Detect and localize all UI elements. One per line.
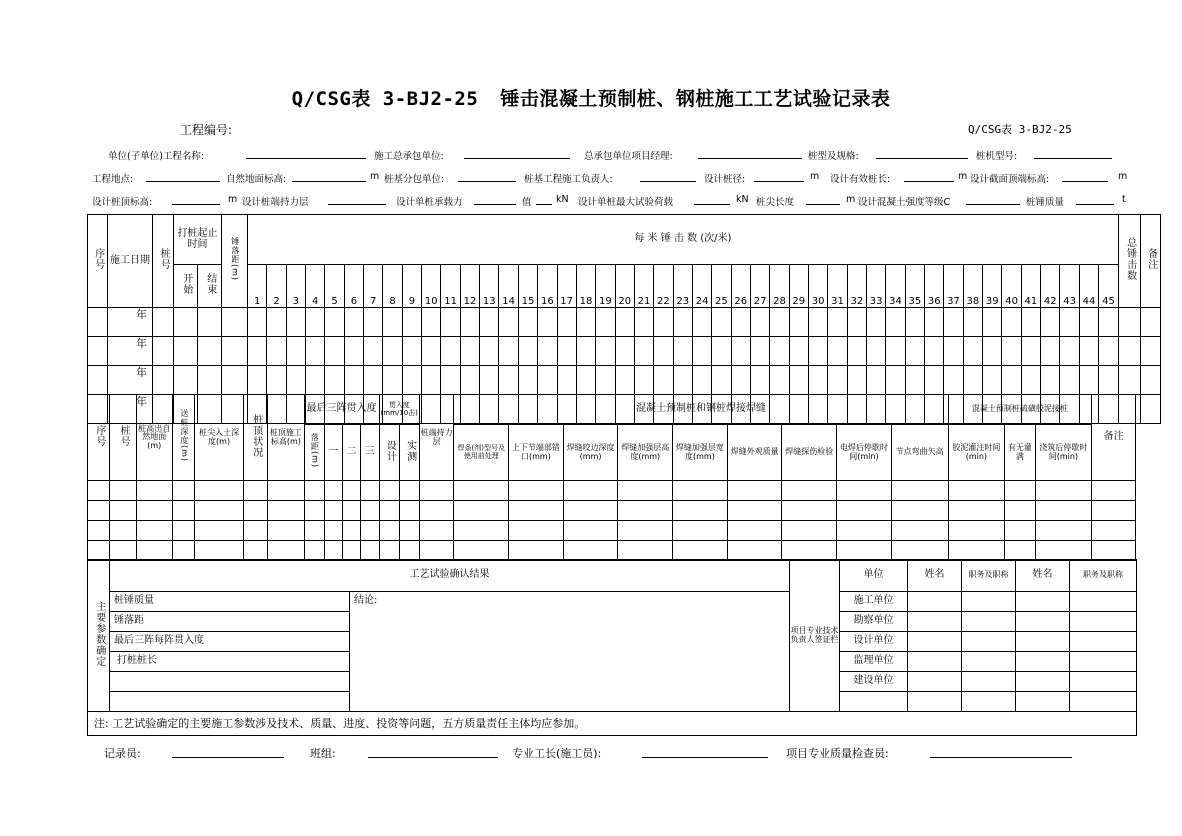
foreman-line[interactable] (642, 747, 768, 758)
info-label: 桩基工程施工负责人: (524, 174, 613, 185)
input-line[interactable] (698, 148, 802, 159)
start-header: 开始 (174, 265, 198, 308)
input-line[interactable] (536, 194, 552, 205)
page-title (0, 84, 1182, 111)
meter-col-header: 26 (731, 265, 750, 308)
table-row (88, 501, 1136, 521)
input-line[interactable] (474, 194, 516, 205)
note: 注: 工艺试验确定的主要施工参数涉及技术、质量、进度、投资等问题，五方质量责任主体均应参加。 (88, 712, 1137, 736)
meter-col-header: 20 (615, 265, 634, 308)
input-line[interactable] (458, 171, 516, 182)
info-row-2: 工程地点: 自然地面标高: m 桩基分包单位: 桩基工程施工负责人: 设计桩径: m 设计有效桩长: m 设计截面顶端标高: m (92, 171, 1128, 185)
sign-label: 项目专业技术负责人签证栏 (790, 560, 840, 712)
recorder-line[interactable] (172, 747, 284, 758)
meter-col-header: 23 (673, 265, 692, 308)
table-row (88, 481, 1136, 501)
meter-col-header: 7 (364, 265, 383, 308)
drop-header: 锤落距(m) (222, 215, 248, 308)
foreman-label: 专业工长(施工员): (512, 747, 602, 760)
meter-col-header: 30 (808, 265, 827, 308)
input-line[interactable] (146, 171, 220, 182)
start-end-header: 打桩起止时间 (174, 215, 222, 265)
meter-col-header: 33 (867, 265, 886, 308)
table-row (88, 337, 1161, 366)
input-line[interactable] (172, 194, 220, 205)
total-header: 总锤击数 (1118, 215, 1140, 308)
meter-col-header: 6 (344, 265, 363, 308)
meter-col-header: 44 (1079, 265, 1098, 308)
input-line[interactable] (876, 148, 968, 159)
date-cell[interactable]: 年 (108, 366, 153, 395)
info-label: 设计桩径: (704, 174, 746, 185)
info-label: 桩尖长度 (756, 197, 795, 208)
title-code: Q/CSG表 3-BJ2-25 (291, 88, 479, 110)
info-label: 桩型及规格: (808, 151, 859, 162)
table-row (88, 366, 1161, 395)
result-title: 工艺试验确认结果 (110, 560, 790, 592)
table-row (88, 541, 1136, 561)
meter-col-header: 16 (538, 265, 557, 308)
input-line[interactable] (966, 194, 1020, 205)
meter-col-header: 18 (576, 265, 595, 308)
meter-col-header: 39 (983, 265, 1002, 308)
info-label: 设计有效桩长: (830, 174, 891, 185)
meter-col-header: 12 (460, 265, 479, 308)
date-header: 施工日期 (108, 215, 153, 308)
meter-col-header: 37 (944, 265, 963, 308)
input-line[interactable] (464, 148, 570, 159)
table-row (88, 521, 1136, 541)
meter-col-header: 5 (325, 265, 344, 308)
input-line[interactable] (1034, 148, 1112, 159)
input-line[interactable] (754, 171, 804, 182)
input-line[interactable] (292, 171, 366, 182)
meter-col-header: 8 (383, 265, 402, 308)
info-label: 桩机型号: (976, 151, 1018, 162)
info-label: 桩锤质量 (1026, 197, 1065, 208)
parameter-sign-table: 主要参数确定 工艺试验确认结果 项目专业技术负责人签证栏 单位 姓名 职务及职称 姓名 职务及职称 桩锤质量 结论: 施工单位 锤落距 勘察单位 最后三阵每阵贯入度 设计单位 打桩桩长 监理单位 建设单位 注: 工艺试验确定的主要施工参数涉及技术、质量、进度、投资等问题，五方质量责任主体均应参加。 (87, 559, 1137, 736)
blow-count-table (87, 214, 1161, 424)
meter-col-header: 31 (828, 265, 847, 308)
end-header: 结束 (198, 265, 222, 308)
meter-col-header: 41 (1021, 265, 1040, 308)
input-line[interactable] (640, 171, 696, 182)
meter-col-header: 13 (480, 265, 499, 308)
inspector-label: 项目专业质量检查员: (786, 747, 889, 760)
info-row-1 (0, 148, 1182, 162)
param-row[interactable]: 锤落距 (110, 612, 350, 632)
team-label: 班组: (310, 747, 336, 760)
meter-col-header: 25 (712, 265, 731, 308)
side-label: 主要参数确定 (88, 560, 110, 712)
meter-col-header: 10 (422, 265, 441, 308)
info-label: 设计桩端持力层 (242, 197, 309, 208)
info-row-3: 设计桩顶标高: m 设计桩端持力层 设计单桩承载力 值 kN 设计单桩最大试验荷载 kN 桩尖长度 m 设计混凝土强度等级C 桩锤质量 t (92, 194, 1126, 208)
input-line[interactable] (694, 194, 730, 205)
info-label: 设计混凝土强度等级C (858, 197, 951, 208)
param-row[interactable]: 最后三阵每阵贯入度 (110, 632, 350, 652)
info-label: 设计单桩承载力 (396, 197, 463, 208)
info-label: 桩基分包单位: (384, 174, 445, 185)
meter-col-header: 29 (789, 265, 808, 308)
meter-col-header: 43 (1060, 265, 1079, 308)
table-row (88, 308, 1161, 337)
info-label: 单位(子单位)工程名称: (108, 151, 205, 162)
seq-header: 序号 (88, 215, 108, 308)
blows-title: 每 米 锤 击 数 (次/米) (248, 215, 1119, 265)
meter-col-header: 2 (267, 265, 286, 308)
meter-col-header: 24 (692, 265, 711, 308)
footer (0, 745, 1182, 761)
input-line[interactable] (1062, 171, 1108, 182)
meter-col-header: 28 (770, 265, 789, 308)
input-line[interactable] (246, 148, 366, 159)
info-label: 工程地点: (92, 174, 134, 185)
inspector-line[interactable] (930, 747, 1072, 758)
meter-col-header: 19 (596, 265, 615, 308)
pile-no-header: 桩号 (153, 215, 174, 308)
input-line[interactable] (1076, 194, 1114, 205)
meter-col-header: 45 (1099, 265, 1119, 308)
info-label: 设计单桩最大试验荷载 (578, 197, 674, 208)
meter-col-header: 11 (441, 265, 460, 308)
date-cell[interactable]: 年 (108, 337, 153, 366)
meter-col-header: 1 (248, 265, 267, 308)
title-name: 锤击混凝土预制桩、钢桩施工工艺试验记录表 (500, 88, 891, 110)
remark-header: 备注 (1140, 215, 1160, 308)
team-line[interactable] (368, 747, 498, 758)
input-line[interactable] (904, 171, 954, 182)
pile-detail-table: 序号 桩号 桩高出自然地面(m) 送桩深度(m) 桩尖入土深度(m) 桩顶状况 桩顶施工标高(m) 最后三阵贯入度 贯入度(mm/10击) 桩端持力层 混凝土预制桩和钢桩焊接焊缝 混凝土预制桩硫磺胶泥接桩 备注 落距(m) 一 二 三 设计 实测 焊条(剂)型号及使用前处理 上下节端部错口(mm) 焊缝咬边深度(mm) 焊缝加强层高度(mm) 焊缝加强层宽度(mm) 焊缝外观质量 焊缝探伤检验 电焊后停歇时间(min) 节点弯曲矢高 胶泥灌注时间(min) 有无灌满 浇筑后停歇时间(min) (87, 394, 1136, 561)
meter-col-header: 14 (499, 265, 518, 308)
meter-col-header: 32 (847, 265, 866, 308)
conclusion-cell[interactable]: 结论: (350, 592, 790, 712)
meter-col-header: 3 (286, 265, 305, 308)
meter-col-header: 22 (654, 265, 673, 308)
meter-col-header: 34 (886, 265, 905, 308)
project-no-label: 工程编号: (180, 123, 233, 137)
info-label: 施工总承包单位: (374, 151, 444, 162)
meter-col-header: 36 (925, 265, 944, 308)
form-code: Q/CSG表 3-BJ2-25 (968, 123, 1072, 136)
meter-col-header: 42 (1041, 265, 1060, 308)
info-label: 自然地面标高: (226, 174, 287, 185)
info-label: 总承包单位项目经理: (584, 151, 673, 162)
meter-col-header: 27 (750, 265, 769, 308)
meter-col-header: 40 (1002, 265, 1021, 308)
meter-col-header: 21 (634, 265, 653, 308)
meter-col-header: 4 (306, 265, 325, 308)
meter-col-header: 17 (557, 265, 576, 308)
meter-col-header: 9 (402, 265, 421, 308)
input-line[interactable] (328, 194, 386, 205)
info-label: 设计桩顶标高: (92, 197, 153, 208)
param-row[interactable]: 桩锤质量 (110, 592, 350, 612)
date-cell[interactable]: 年 (108, 308, 153, 337)
meter-col-header: 35 (905, 265, 924, 308)
param-row[interactable]: 打桩桩长 (110, 652, 350, 672)
date-cell[interactable]: 年 (108, 395, 153, 424)
meter-col-header: 15 (518, 265, 537, 308)
recorder-label: 记录员: (104, 747, 141, 760)
meter-col-header: 38 (963, 265, 982, 308)
info-label: 设计截面顶端标高: (970, 174, 1050, 185)
input-line[interactable] (806, 194, 840, 205)
